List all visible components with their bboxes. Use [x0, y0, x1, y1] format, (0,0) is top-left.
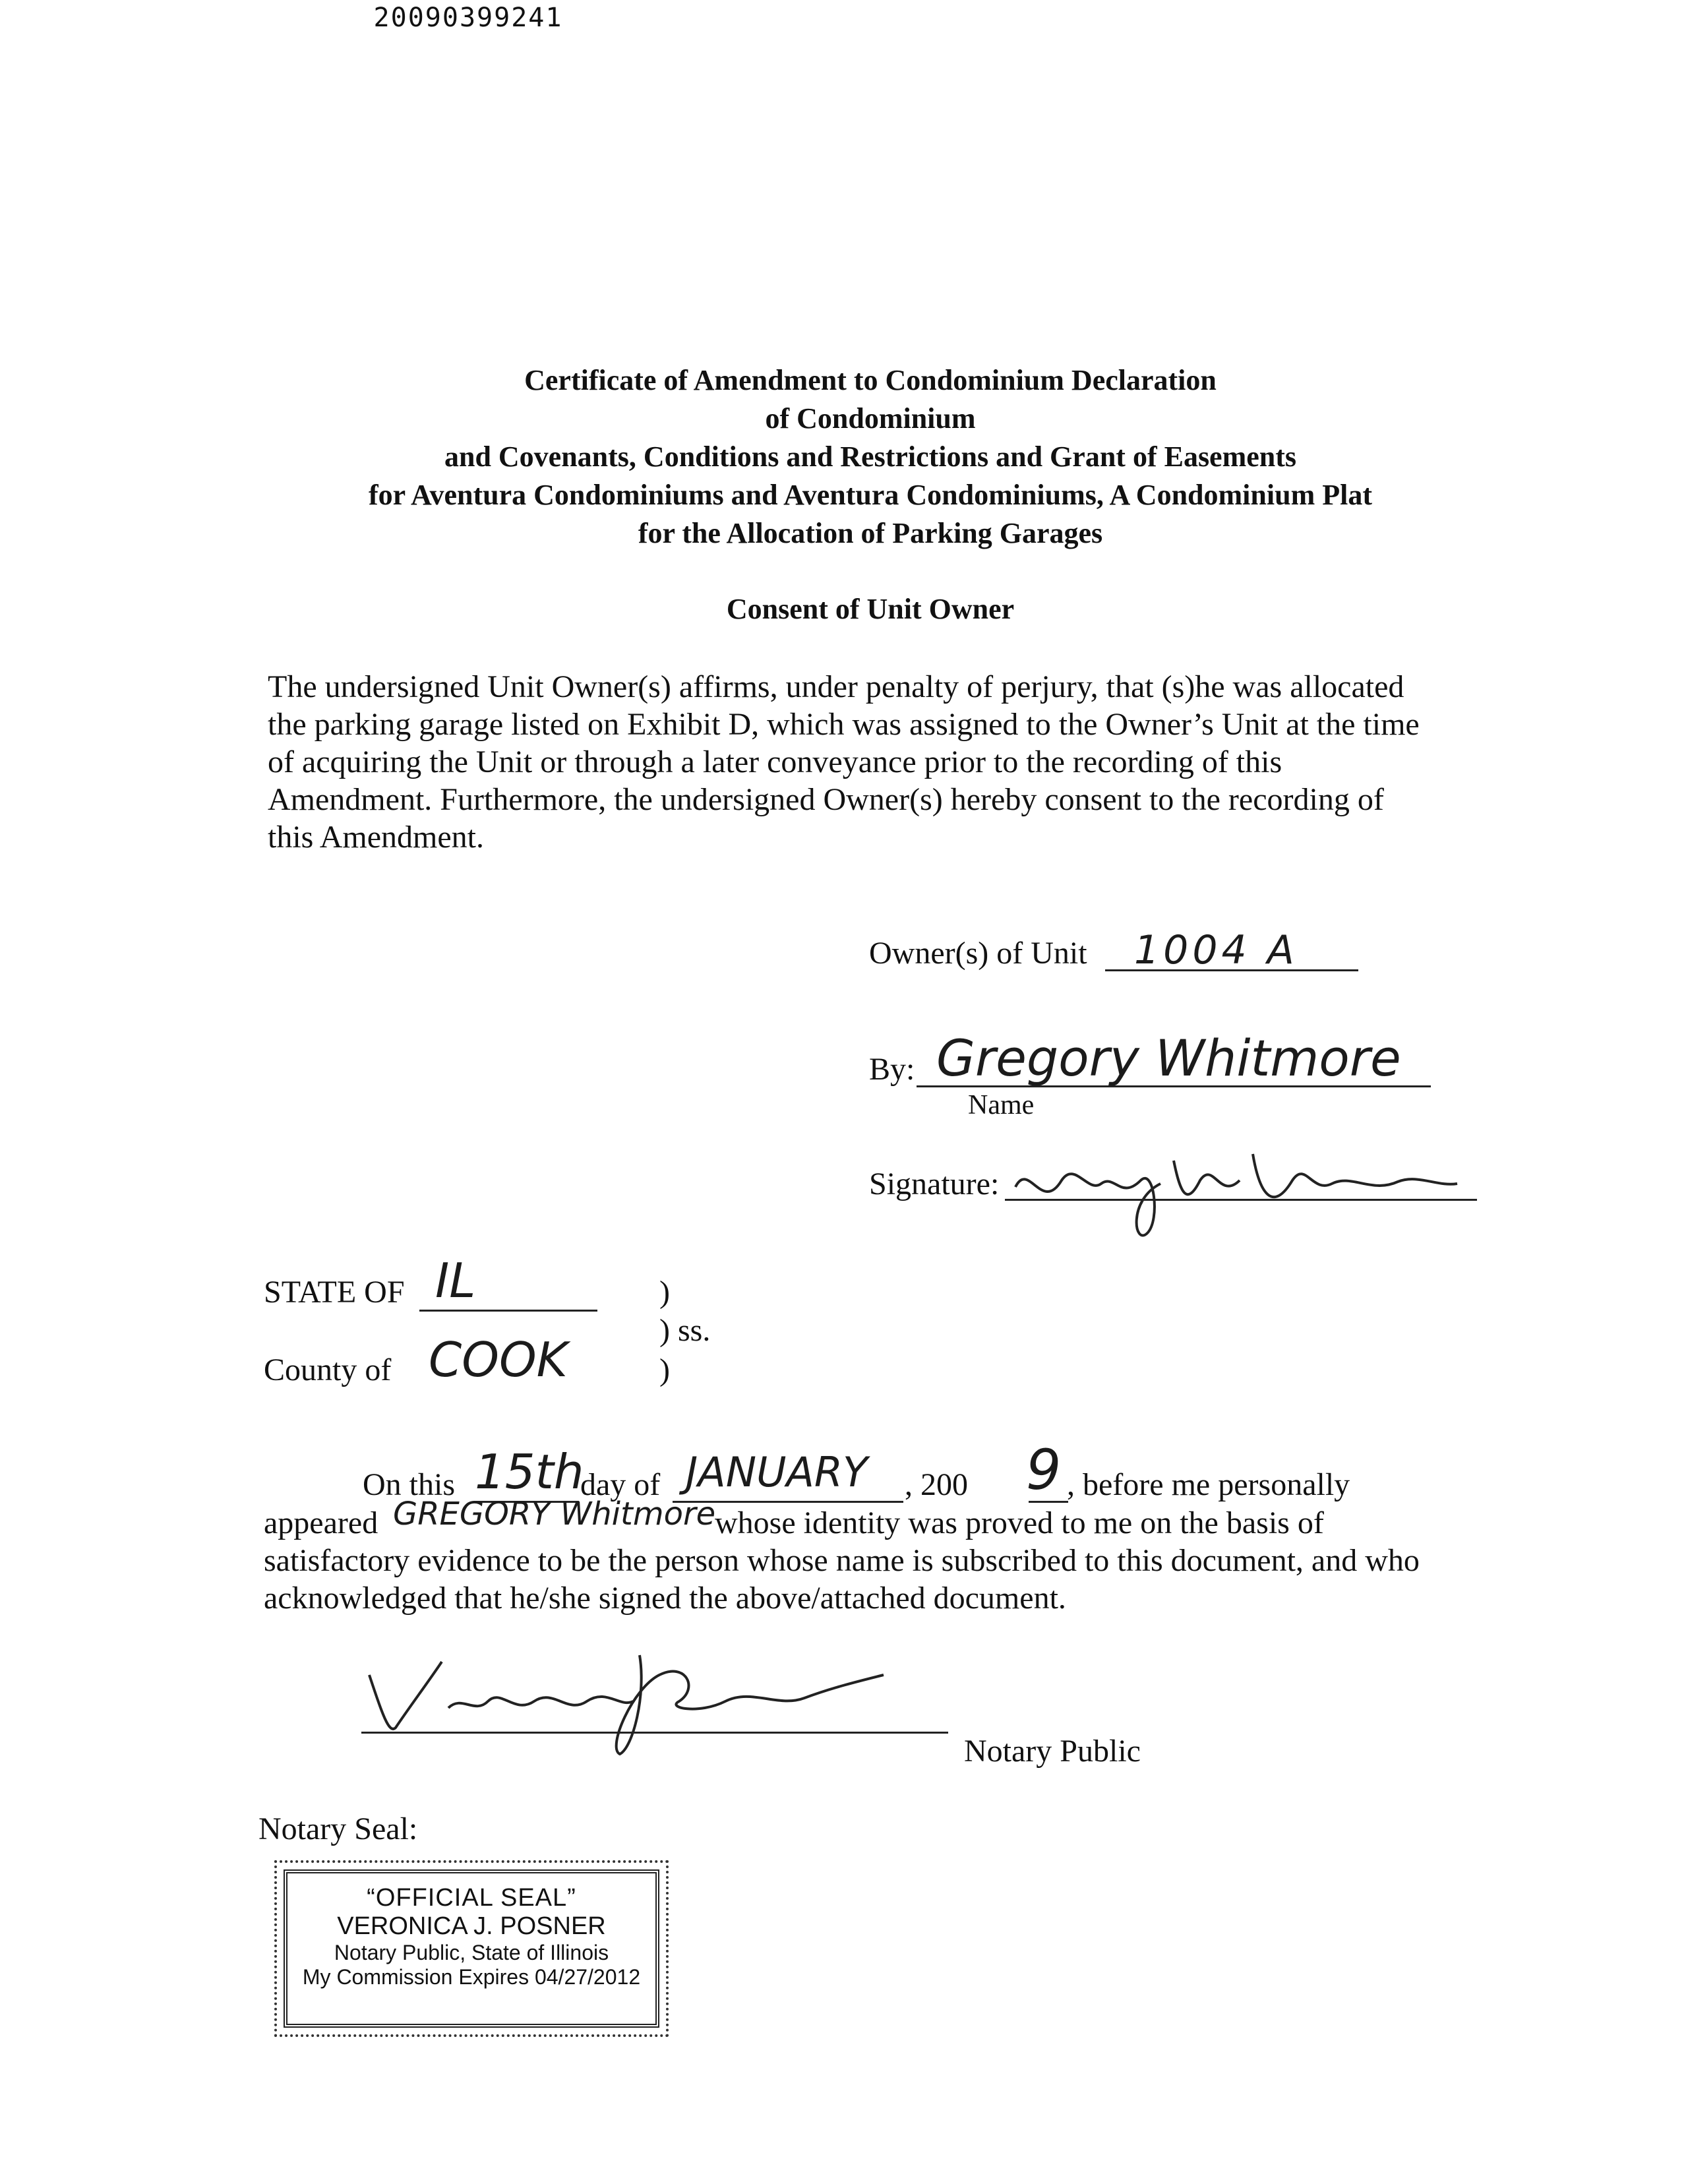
official-seal-stamp	[284, 1869, 659, 2028]
ack-line4: acknowledged that he/she signed the above/attached document.	[264, 1581, 1066, 1616]
owner-signature	[1002, 1121, 1464, 1253]
document-title	[198, 361, 1543, 553]
name-label: Name	[968, 1090, 1035, 1120]
paragraph-line: the parking garage listed on Exhibit D, which was assigned to the Owner’s Unit at the time	[268, 707, 1420, 742]
ack-line2-rest: whose identity was proved to me on the basis of	[715, 1505, 1324, 1540]
seal-line: VERONICA J. POSNER	[337, 1912, 606, 1940]
owner-unit-label: Owner(s) of Unit	[869, 936, 1087, 971]
state-underline	[419, 1310, 597, 1312]
venue-paren: )	[659, 1275, 670, 1310]
county-label: County of	[264, 1352, 392, 1387]
appeared-handwritten: GREGORY Whitmore	[393, 1496, 716, 1532]
ack-on-this: On this	[363, 1467, 456, 1502]
signature-label: Signature:	[869, 1167, 1000, 1201]
county-handwritten: COOK	[429, 1332, 568, 1387]
paragraph-line: of acquiring the Unit or through a later conveyance prior to the recording of this	[268, 744, 1282, 779]
ack-before-me: , before me personally	[1067, 1467, 1350, 1502]
title-line: Certificate of Amendment to Condominium Declaration	[524, 364, 1217, 396]
paragraph-line: this Amendment.	[268, 820, 484, 855]
paragraph-line: The undersigned Unit Owner(s) affirms, under penalty of perjury, that (s)he was allocated	[268, 669, 1404, 704]
day-handwritten: 15th	[475, 1444, 584, 1500]
ack-year-prefix: , 200	[905, 1467, 968, 1502]
seal-line: My Commission Expires 04/27/2012	[302, 1965, 641, 1989]
month-handwritten: JANUARY	[686, 1448, 868, 1496]
title-line: for the Allocation of Parking Garages	[638, 517, 1103, 549]
notary-seal-label: Notary Seal:	[258, 1811, 418, 1846]
year-handwritten: 9	[1026, 1438, 1062, 1502]
seal-line: “OFFICIAL SEAL”	[367, 1884, 576, 1912]
title-line: of Condominium	[765, 402, 976, 435]
paragraph-line: Amendment. Furthermore, the undersigned Owner(s) hereby consent to the recording of	[268, 782, 1384, 817]
ack-day-of: day of	[580, 1467, 661, 1502]
document-number: 20090399241	[373, 3, 563, 33]
title-line: for Aventura Condominiums and Aventura Condominiums, A Condominium Plat	[369, 479, 1372, 511]
title-line: and Covenants, Conditions and Restrictions and Grant of Easements	[444, 440, 1297, 473]
seal-line: Notary Public, State of Illinois	[334, 1941, 609, 1964]
state-handwritten: IL	[435, 1253, 476, 1308]
notary-signature	[356, 1635, 897, 1767]
venue-ss: ) ss.	[659, 1313, 711, 1348]
notary-public-label: Notary Public	[964, 1734, 1141, 1769]
consent-heading: Consent of Unit Owner	[726, 593, 1015, 625]
owner-name-handwritten: Gregory Whitmore	[936, 1029, 1401, 1087]
ack-line3: satisfactory evidence to be the person whose name is subscribed to this document, and who	[264, 1543, 1420, 1578]
ack-appeared: appeared	[264, 1505, 378, 1540]
state-label: STATE OF	[264, 1275, 405, 1310]
venue-paren: )	[659, 1352, 670, 1387]
unit-handwritten: 1004 A	[1134, 927, 1298, 973]
by-label: By:	[869, 1052, 915, 1087]
consent-paragraph	[268, 668, 1494, 856]
